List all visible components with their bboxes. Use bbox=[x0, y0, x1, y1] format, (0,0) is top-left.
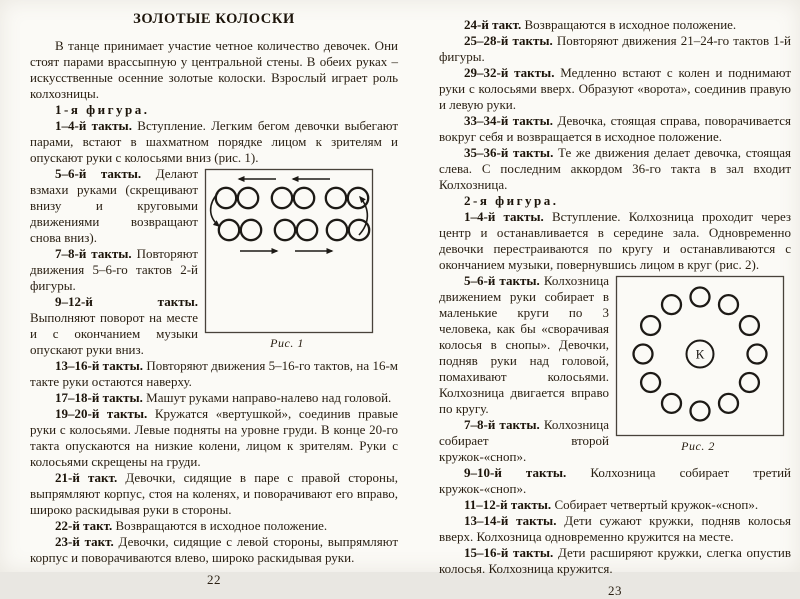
takt-label: 23-й такт. bbox=[55, 534, 114, 549]
takt-paragraph: 5–6-й такты. Колхозница движением руки собирает в маленькие круги по 3 человека, как бы «сворачивая колосья в снопы». Девочки, подняв руки над головой, помахивают колосьями. Колхозница двигается вправо по кругу. bbox=[439, 273, 610, 416]
takt-paragraph: 19–20-й такты. Кружатся «вертушкой», соединив правые руки с колосьями. Левые подняты на уровне груди. В конце 20-го такта опускаются на низкие колени, лицом к зрителям. Руки с колосьями скрещены на груди. bbox=[30, 406, 398, 469]
takt-paragraph: 15–16-й такты. Дети расширяют кружки, слегка опустив колосья. Колхозница кружится. bbox=[439, 545, 792, 576]
takt-paragraph: 9–10-й такты. Колхозница собирает третий кружок-«сноп». bbox=[439, 465, 792, 496]
right-page bbox=[439, 17, 791, 599]
takt-paragraph: 11–12-й такты. Собирает четвертый кружок-«сноп». bbox=[464, 497, 759, 512]
takt-label: 24-й такт. bbox=[464, 17, 522, 32]
takt-label: 7–8-й такты. bbox=[55, 246, 132, 261]
takt-label: 9–10-й такты. bbox=[464, 465, 567, 480]
arrow-curve-left bbox=[211, 193, 219, 226]
takt-paragraph: 21-й такт. Девочки, сидящие в паре с правой стороны, выпрямляют корпус, стоя на коленях, и поворачивают его вправо, широко раскидывая руки в стороны. bbox=[30, 470, 398, 517]
takt-paragraph: 25–28-й такты. Повторяют движения 21–24-го тактов 1-й фигуры. bbox=[439, 33, 792, 64]
takt-label: 29–32-й такты. bbox=[464, 65, 555, 80]
figure-2-diagram bbox=[615, 275, 785, 437]
figure-2-caption: Рис. 2 bbox=[681, 439, 715, 453]
takt-label: 22-й такт. bbox=[55, 518, 113, 533]
takt-paragraph: 33–34-й такты. Девочка, стоящая справа, поворачивается вокруг себя и возвращается в исходное положение. bbox=[439, 113, 792, 144]
page-title: ЗОЛОТЫЕ КОЛОСКИ bbox=[133, 11, 295, 27]
takt-label: 9–12-й такты. bbox=[55, 294, 198, 309]
takt-label: 25–28-й такты. bbox=[464, 33, 553, 48]
takt-label: 13–16-й такты. bbox=[55, 358, 143, 373]
takt-paragraph: 9–12-й такты. Выполняют поворот на месте и с окончанием музыки опускают руки вниз. bbox=[30, 294, 198, 357]
farmer-label: К bbox=[695, 346, 705, 362]
takt-label: 35–36-й такты. bbox=[464, 145, 554, 160]
page-number-right: 23 bbox=[608, 583, 622, 598]
takt-label: 15–16-й такты. bbox=[464, 545, 554, 560]
takt-paragraph: 23-й такт. Девочки, сидящие с левой стороны, выпрямляют корпус и поворачиваются влево, широко раскидывая руки. bbox=[30, 534, 398, 565]
takt-label: 19–20-й такты. bbox=[55, 406, 148, 421]
takt-paragraph: 7–8-й такты. Повторяют движения 5–6-го тактов 2-й фигуры. bbox=[30, 246, 198, 293]
dancers-top-row bbox=[216, 188, 368, 208]
takt-label: 17–18-й такты. bbox=[55, 390, 143, 405]
takt-label: 21-й такт. bbox=[55, 470, 118, 485]
takt-paragraph: 13–14-й такты. Дети сужают кружки, подняв колосья вверх. Колхозница одновременно кружится на месте. bbox=[439, 513, 792, 544]
takt-label: 11–12-й такты. bbox=[464, 497, 552, 512]
paragraph-group-a bbox=[439, 17, 791, 193]
takt-label: 1–4-й такты. bbox=[464, 209, 544, 224]
takt-label: 1–4-й такты. bbox=[55, 118, 132, 133]
figure-1-caption: Рис. 1 bbox=[270, 336, 304, 350]
takt-label: 7–8-й такты. bbox=[464, 417, 540, 432]
takt-paragraph: 24-й такт. Возвращаются в исходное положение. bbox=[464, 17, 737, 32]
takt-paragraph: 1–4-й такты. Вступление. Колхозница проходит через центр и останавливается в середине зала. Одновременно девочки перестраиваются по кругу и останавливаются с окончанием музыки, повернувшись лицом в круг (рис. 2). bbox=[439, 209, 792, 272]
figure-2 bbox=[613, 275, 791, 454]
takt-label: 5–6-й такты. bbox=[55, 166, 142, 181]
takt-label: 5–6-й такты. bbox=[464, 273, 540, 288]
paragraph-group-b bbox=[439, 209, 791, 273]
takt-label: 33–34-й такты. bbox=[464, 113, 554, 128]
takt-paragraph: 22-й такт. Возвращаются в исходное положение. bbox=[55, 518, 328, 533]
intro-paragraph: В танце принимает участие четное количество девочек. Они стоят парами врассыпную у центральной стены. В обеих руках – искусственные осенние золотые колоски. Взрослый играет роль колхозницы. bbox=[30, 38, 398, 101]
takt-label: 13–14-й такты. bbox=[464, 513, 557, 528]
figure-1-diagram bbox=[204, 168, 374, 334]
dancers-bottom-row bbox=[219, 220, 369, 240]
takt-paragraph: 29–32-й такты. Медленно встают с колен и поднимают руки с колосьями вверх. Образуют «ворота», соединив правую и левую руки. bbox=[439, 65, 791, 112]
takt-paragraph: 1–4-й такты. Вступление. Легким бегом девочки выбегают парами, встают в шахматном порядке лицом к зрителям и опускают руки с колосьями вниз (рис. 1). bbox=[30, 118, 399, 165]
figure-2-heading: 2-я фигура. bbox=[464, 193, 559, 208]
takt-paragraph: 13–16-й такты. Повторяют движения 5–16-го тактов, на 16-м такте руки остаются наверху. bbox=[30, 358, 398, 389]
left-page bbox=[30, 11, 398, 588]
takt-paragraph: 35–36-й такты. Те же движения делает девочка, стоящая слева. С последним аккордом 36-го такта в зал входит Колхозница. bbox=[439, 145, 792, 192]
farmer-center bbox=[687, 341, 714, 368]
figure-1 bbox=[202, 168, 398, 351]
takt-paragraph: 17–18-й такты. Машут руками направо-налево над головой. bbox=[55, 390, 392, 405]
paragraph-group-a bbox=[30, 118, 398, 166]
takt-paragraph: 7–8-й такты. Колхозница собирает второй кружок-«сноп». bbox=[439, 417, 610, 464]
takt-paragraph: 5–6-й такты. Делают взмахи руками (скрещивают внизу и круговыми движениями возвращают снова вниз). bbox=[30, 166, 199, 245]
figure-1-heading: 1-я фигура. bbox=[55, 102, 150, 117]
page-number-left: 22 bbox=[207, 572, 221, 587]
